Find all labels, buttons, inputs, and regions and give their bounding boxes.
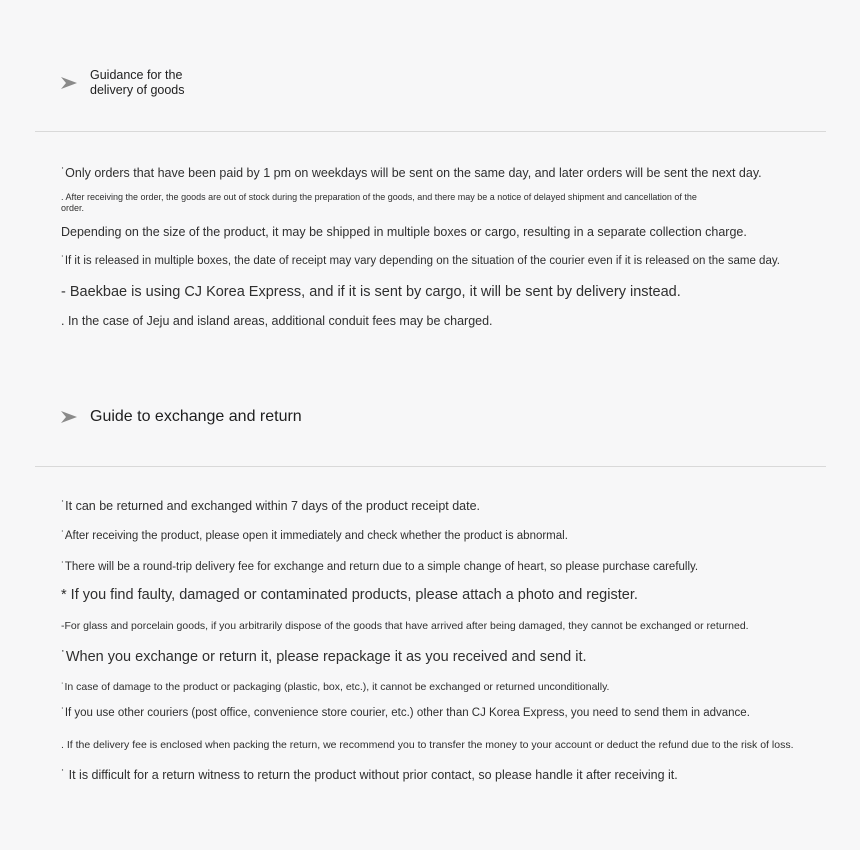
- chevron-right-icon: [60, 75, 78, 91]
- exchange-section-header: [60, 407, 302, 427]
- exchange-line-4: * If you find faulty, damaged or contaminated products, please attach a photo and register.: [61, 587, 638, 603]
- delivery-line-5: - Baekbae is using CJ Korea Express, and if it is sent by cargo, it will be sent by delivery instead.: [61, 284, 681, 300]
- chevron-right-icon: [60, 409, 78, 425]
- exchange-section-title: Guide to exchange and return: [90, 408, 302, 425]
- exchange-line-3: ˙There will be a round-trip delivery fee for exchange and return due to a simple change of heart, so please purchase carefully.: [61, 561, 699, 573]
- delivery-section-header: [60, 68, 185, 98]
- exchange-line-2: ˙After receiving the product, please open it immediately and check whether the product is abnormal.: [61, 530, 568, 542]
- delivery-title-line1: Guidance for the: [90, 68, 183, 82]
- delivery-line-1: ˙Only orders that have been paid by 1 pm on weekdays will be sent on the same day, and later orders will be sent the next day.: [61, 166, 762, 180]
- delivery-line-3: Depending on the size of the product, it may be shipped in multiple boxes or cargo, resulting in a separate collection charge.: [61, 225, 747, 239]
- delivery-divider: [35, 131, 826, 132]
- exchange-divider: [35, 466, 826, 467]
- delivery-line-4: ˙If it is released in multiple boxes, the date of receipt may vary depending on the situation of the courier even if it is released on the same day.: [61, 255, 780, 267]
- delivery-line-6: . In the case of Jeju and island areas, additional conduit fees may be charged.: [61, 314, 493, 328]
- exchange-line-9: . If the delivery fee is enclosed when packing the return, we recommend you to transfer the money to your account or deduct the refund due to the risk of loss.: [61, 739, 794, 751]
- exchange-line-7: ˙In case of damage to the product or packaging (plastic, box, etc.), it cannot be exchanged or returned unconditionally.: [61, 681, 610, 693]
- delivery-line-2: . After receiving the order, the goods are out of stock during the preparation of the goods, and there may be a notice of delayed shipment and cancellation of the order.: [61, 192, 697, 213]
- exchange-line-10: ˙ It is difficult for a return witness to return the product without prior contact, so please handle it after receiving it.: [61, 768, 678, 782]
- exchange-line-8: ˙If you use other couriers (post office, convenience store courier, etc.) other than CJ Korea Express, you need to send them in advance.: [61, 707, 750, 719]
- exchange-line-5: -For glass and porcelain goods, if you arbitrarily dispose of the goods that have arrived after being damaged, they cannot be exchanged or returned.: [61, 620, 749, 632]
- delivery-section-title: [90, 68, 185, 98]
- delivery-title-line2: delivery of goods: [90, 83, 185, 97]
- exchange-line-6: ˙When you exchange or return it, please repackage it as you received and send it.: [61, 649, 587, 665]
- exchange-line-1: ˙It can be returned and exchanged within 7 days of the product receipt date.: [61, 499, 481, 513]
